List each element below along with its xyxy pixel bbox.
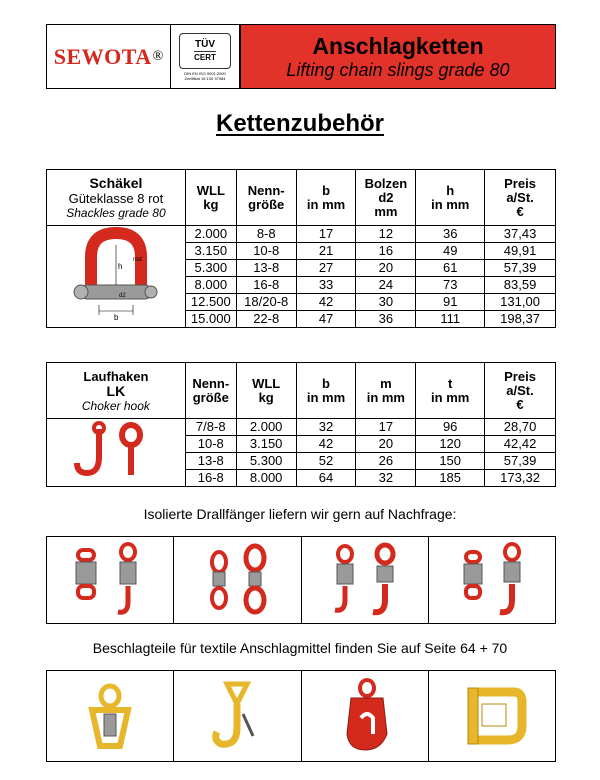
swivel-shackle-icon [60, 540, 160, 620]
table-row [47, 226, 556, 243]
fitting-image-4 [429, 671, 555, 761]
header-text: in mm [306, 389, 346, 405]
header-text: Nenn- [247, 182, 285, 198]
swivel-image-2 [174, 537, 301, 623]
table-cell: 150 [416, 453, 485, 470]
table-cell: 57,39 [485, 260, 556, 277]
swivel-hook-pair-icon [442, 540, 542, 620]
table-cell: 61 [416, 260, 485, 277]
table-cell: 32 [296, 419, 356, 436]
header-text: Preis [504, 175, 536, 191]
table-cell: 57,39 [485, 453, 556, 470]
table-cell: 47 [296, 311, 356, 328]
header-text: in mm [366, 389, 405, 405]
table-cell: 18/20-8 [236, 294, 296, 311]
table-cell: 36 [416, 226, 485, 243]
header-text: € [516, 203, 524, 219]
header-text: in mm [306, 196, 346, 212]
table-cell: 37,43 [485, 226, 556, 243]
hooks-col-header [416, 363, 485, 419]
table-cell: 16-8 [185, 470, 236, 487]
textile-fittings-gallery [46, 670, 556, 762]
table-cell: 83,59 [485, 277, 556, 294]
table-cell: 12 [356, 226, 416, 243]
shackles-name: Schäkel [89, 174, 143, 191]
table-cell: 8-8 [236, 226, 296, 243]
header-text: h [446, 182, 455, 198]
header-title: Anschlagketten [312, 32, 484, 59]
table-cell: 73 [416, 277, 485, 294]
header-subtitle: Lifting chain slings grade 80 [286, 59, 510, 80]
hooks-col-header [485, 363, 556, 419]
table-cell: 96 [416, 419, 485, 436]
table-cell: 22-8 [236, 311, 296, 328]
table-cell: 26 [356, 453, 416, 470]
hooks-code: LK [106, 382, 126, 399]
table-cell: 20 [356, 436, 416, 453]
table-cell: 111 [416, 311, 485, 328]
shackles-col-header [416, 170, 485, 226]
header-text: Preis [504, 368, 536, 384]
table-cell: 2.000 [236, 419, 296, 436]
header-text: mm [374, 203, 398, 219]
shackles-col-header [236, 170, 296, 226]
tuv-cert-badge [179, 33, 231, 69]
table-cell: 10-8 [185, 436, 236, 453]
diagram-label-h: h [117, 262, 123, 271]
hooks-header-row [47, 363, 556, 419]
header-text: WLL [196, 182, 225, 198]
table-cell: 5.300 [185, 260, 236, 277]
table-cell: 3.150 [185, 243, 236, 260]
table-cell: 7/8-8 [185, 419, 236, 436]
header-text: € [516, 396, 524, 412]
header-text: kg [258, 389, 274, 405]
table-cell: 13-8 [236, 260, 296, 277]
table-cell: 42 [296, 294, 356, 311]
header-text: b [322, 182, 331, 198]
header-text: WLL [252, 375, 281, 391]
cert-details [184, 71, 226, 81]
page-header [46, 24, 556, 89]
hooks-col-header [296, 363, 356, 419]
hook-diagram-cell [47, 419, 186, 487]
shackles-col-header [356, 170, 416, 226]
hooks-col-header [236, 363, 296, 419]
table-cell: 5.300 [236, 453, 296, 470]
swivel-image-1 [47, 537, 174, 623]
page-title-text: Kettenzubehör [216, 110, 384, 137]
table-cell: 16-8 [236, 277, 296, 294]
swivel-image-4 [429, 537, 555, 623]
header-text: größe [248, 196, 285, 212]
shackles-quality: Güteklasse 8 rot [68, 190, 164, 206]
cert-line1: TÜV [195, 39, 215, 50]
yellow-shackle-icon [442, 674, 542, 758]
swivel-hook-icon [315, 540, 415, 620]
header-text: in mm [431, 389, 470, 405]
table-cell: 173,32 [485, 470, 556, 487]
table-cell: 27 [296, 260, 356, 277]
hooks-col-header [185, 363, 236, 419]
yellow-link-icon [60, 674, 160, 758]
shackle-diagram-cell [47, 226, 186, 328]
header-text: Bolzen [364, 175, 408, 191]
shackles-product-header [47, 170, 186, 226]
table-cell: 20 [356, 260, 416, 277]
table-cell: 12.500 [185, 294, 236, 311]
shackles-col-header [296, 170, 356, 226]
page-title [0, 110, 600, 138]
red-plate-hook-icon [315, 674, 415, 758]
yellow-hook-icon [187, 674, 287, 758]
table-cell: 28,70 [485, 419, 556, 436]
shackles-table [46, 169, 556, 328]
table-row [47, 419, 556, 436]
cert-standard: DIN EN ISO 9001:2000 [184, 70, 226, 76]
table-cell: 42,42 [485, 436, 556, 453]
table-cell: 120 [416, 436, 485, 453]
swivel-image-3 [302, 537, 429, 623]
table-cell: 16 [356, 243, 416, 260]
cert-line2: CERT [194, 53, 216, 62]
hooks-name: Laufhaken [83, 368, 149, 384]
table-cell: 17 [296, 226, 356, 243]
diagram-label-rod: rod [132, 257, 142, 263]
table-cell: 13-8 [185, 453, 236, 470]
table-cell: 91 [416, 294, 485, 311]
shackle-icon [61, 227, 171, 323]
brand-name: SEWOTA [53, 43, 152, 69]
table-cell: 198,37 [485, 311, 556, 328]
shackles-header-row [47, 170, 556, 226]
swivel-note: Isolierte Drallfänger liefern wir gern auf Nachfrage: [143, 506, 457, 522]
header-title-box [240, 25, 555, 88]
hooks-product-header [47, 363, 186, 419]
header-text: a/St. [506, 382, 534, 398]
table-cell: 49,91 [485, 243, 556, 260]
header-text: a/St. [506, 189, 534, 205]
table-cell: 36 [356, 311, 416, 328]
hooks-english: Choker hook [81, 398, 150, 413]
swivel-gallery [46, 536, 556, 624]
fitting-image-2 [174, 671, 301, 761]
brand-logo [47, 25, 171, 88]
table-cell: 24 [356, 277, 416, 294]
shackles-col-header [185, 170, 236, 226]
brand-registered-mark: ® [152, 48, 164, 64]
shackles-col-header [485, 170, 556, 226]
header-text: Nenn- [192, 375, 230, 391]
textile-fittings-note: Beschlagteile für textile Anschlagmittel finden Sie auf Seite 64 + 70 [92, 640, 508, 656]
diagram-label-b: b [113, 313, 119, 322]
table-cell: 52 [296, 453, 356, 470]
table-cell: 32 [356, 470, 416, 487]
fitting-image-1 [47, 671, 174, 761]
certification-logo [171, 25, 240, 88]
table-cell: 30 [356, 294, 416, 311]
table-cell: 3.150 [236, 436, 296, 453]
diagram-label-d2: d2 [118, 293, 126, 299]
table-cell: 64 [296, 470, 356, 487]
hooks-col-header [356, 363, 416, 419]
header-text: kg [203, 196, 219, 212]
header-text: b [322, 375, 330, 391]
table-cell: 185 [416, 470, 485, 487]
header-text: d2 [378, 189, 394, 205]
table-cell: 49 [416, 243, 485, 260]
header-text: größe [192, 389, 229, 405]
table-cell: 8.000 [185, 277, 236, 294]
header-text: m [380, 375, 392, 391]
choker-hook-icon [71, 419, 161, 483]
swivel-eye-icon [187, 540, 287, 620]
fitting-image-3 [302, 671, 429, 761]
header-text: t [448, 375, 453, 391]
table-cell: 21 [296, 243, 356, 260]
table-cell: 17 [356, 419, 416, 436]
cert-number: Zertifikat 15 100 37984 [184, 75, 226, 81]
hooks-table [46, 362, 556, 487]
header-text: in mm [431, 196, 470, 212]
table-cell: 2.000 [185, 226, 236, 243]
table-cell: 33 [296, 277, 356, 294]
table-cell: 10-8 [236, 243, 296, 260]
shackles-english: Shackles grade 80 [66, 205, 166, 220]
table-cell: 131,00 [485, 294, 556, 311]
table-cell: 8.000 [236, 470, 296, 487]
table-cell: 15.000 [185, 311, 236, 328]
table-cell: 42 [296, 436, 356, 453]
